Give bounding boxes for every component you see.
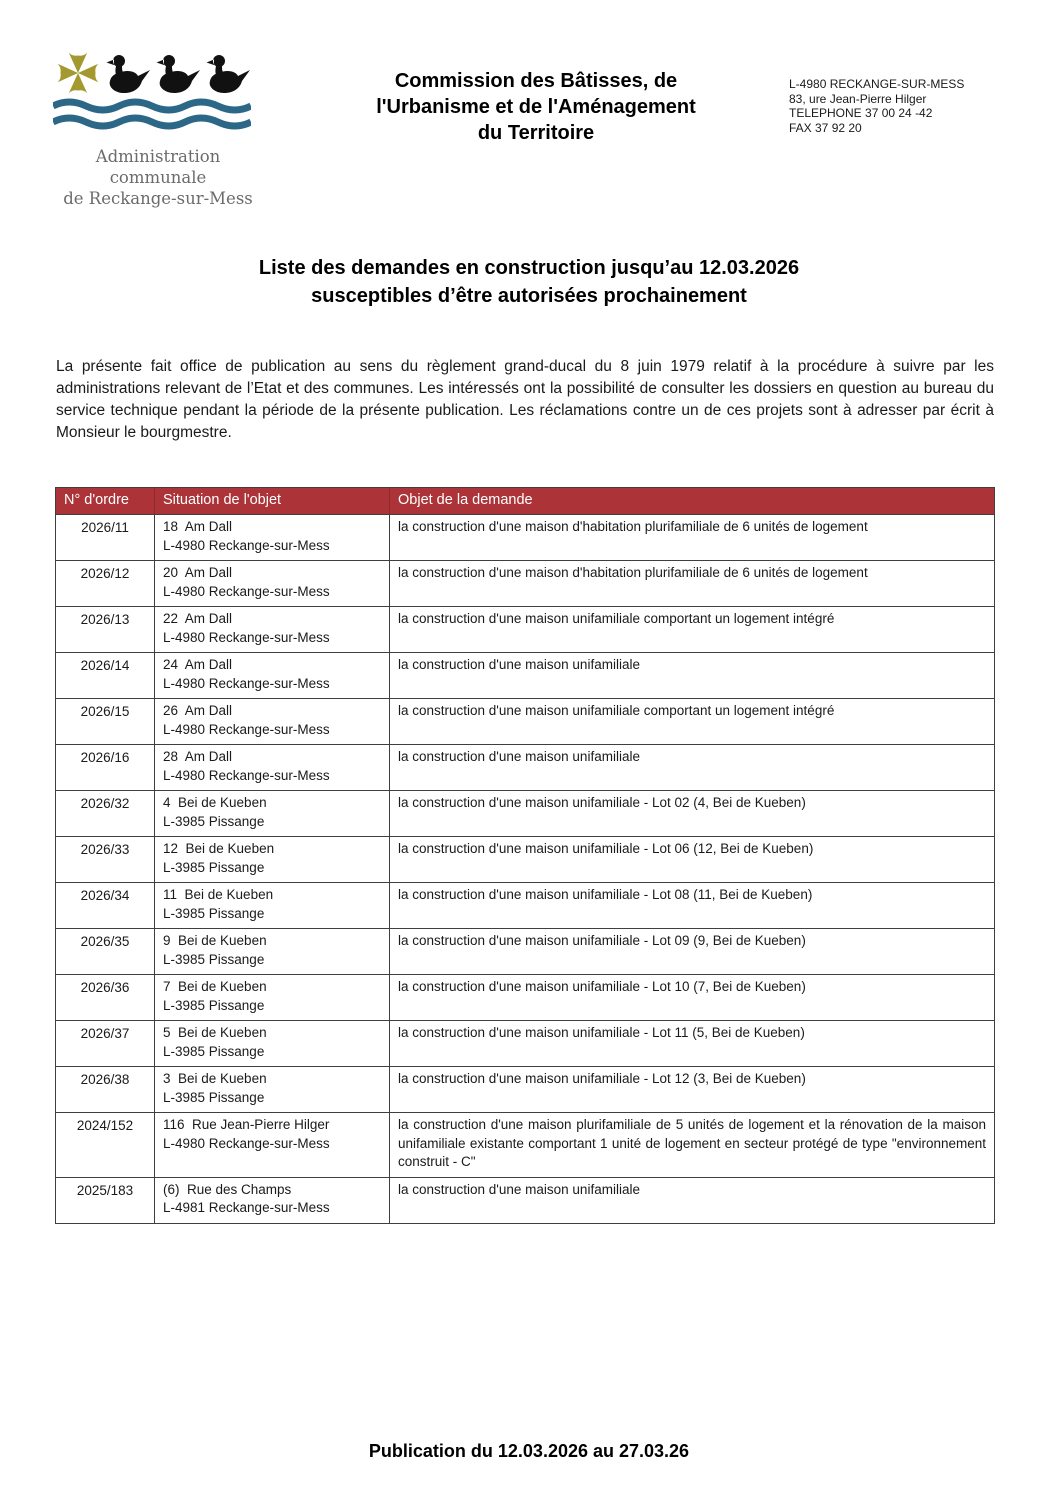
table-row: [56, 744, 994, 790]
cell-street: 20 Am Dall: [163, 565, 233, 580]
cell-request-object: la construction d'une maison unifamiliale - Lot 12 (3, Bei de Kueben): [389, 1067, 994, 1112]
cell-street: 7 Bei de Kueben: [163, 979, 267, 994]
cell-street: 18 Am Dall: [163, 519, 233, 534]
permits-table: [55, 487, 995, 1224]
commission-title-line1: Commission des Bâtisses, de: [394, 70, 678, 92]
cell-request-object: la construction d'une maison unifamiliale - Lot 11 (5, Bei de Kueben): [389, 1021, 994, 1066]
cell-locality: L-3985 Pissange: [163, 997, 265, 1013]
swan-icon: [207, 55, 251, 93]
table-row: [56, 836, 994, 882]
cell-order-number: 2026/38: [80, 1072, 130, 1087]
commune-name-line2: de Reckange-sur-Mess: [63, 189, 253, 208]
cell-street: 22 Am Dall: [163, 611, 233, 626]
cell-order-number: 2026/36: [80, 980, 130, 995]
table-header-row: [56, 488, 994, 514]
cell-request-object: la construction d'une maison plurifamiliale de 5 unités de logement et la rénovation de la maison unifamiliale existante comportant 1 unité de logement en secteur protégé de type "environnement construit - C": [389, 1113, 994, 1177]
cell-request-object: la construction d'une maison unifamiliale - Lot 06 (12, Bei de Kueben): [389, 837, 994, 882]
table-row: [56, 1020, 994, 1066]
cell-order-number: 2026/16: [80, 750, 130, 765]
cell-object-location: [154, 975, 389, 1020]
table-row: [56, 606, 994, 652]
cell-order-number: 2026/32: [80, 796, 130, 811]
commune-name-line1: Administration communale: [95, 147, 221, 187]
table-row: [56, 560, 994, 606]
publication-period: Publication du 12.03.2026 au 27.03.26: [368, 1441, 690, 1461]
cell-request-object: la construction d'une maison unifamiliale: [389, 1178, 994, 1223]
page-title-line2: susceptibles d’être autorisées prochainement: [311, 285, 747, 307]
table-row: [56, 698, 994, 744]
cell-request-object: la construction d'une maison d'habitation plurifamiliale de 6 unités de logement: [389, 515, 994, 560]
table-row: [56, 1177, 994, 1223]
cell-request-object: la construction d'une maison unifamiliale - Lot 02 (4, Bei de Kueben): [389, 791, 994, 836]
cell-object-location: [154, 699, 389, 744]
cell-street: 24 Am Dall: [163, 657, 233, 672]
cell-locality: L-4980 Reckange-sur-Mess: [163, 721, 330, 737]
page-title-line1: Liste des demandes en construction jusqu’au 12.03.2026: [258, 257, 800, 279]
cell-locality: L-3985 Pissange: [163, 1043, 265, 1059]
cell-request-object: la construction d'une maison unifamiliale: [389, 653, 994, 698]
cell-object-location: [154, 607, 389, 652]
cell-locality: L-3985 Pissange: [163, 905, 265, 921]
column-header-ordre: N° d'ordre: [64, 492, 129, 508]
commune-address: [789, 77, 964, 135]
cross-pattee-icon: [58, 53, 98, 93]
cell-object-location: [154, 653, 389, 698]
table-row: [56, 882, 994, 928]
cell-object-location: [154, 1178, 389, 1223]
cell-locality: L-4981 Reckange-sur-Mess: [163, 1200, 330, 1215]
intro-paragraph: La présente fait office de publication au sens du règlement grand-ducal du 8 juin 1979 relatif à la procédure à suivre par les administrations relevant de l’Etat et des communes. Les intéressés ont la possibilité de consulter les dossiers en question au bureau du service technique pendant la période de la présente publication. Les réclamations contre un de ces projets sont à adresser par écrit à Monsieur le bourgmestre.: [56, 358, 994, 441]
cell-street: 26 Am Dall: [163, 703, 233, 718]
address-line-fax: FAX 37 92 20: [789, 120, 862, 135]
commission-title-line2: l'Urbanisme et de l'Aménagement: [376, 96, 696, 118]
cell-request-object: la construction d'une maison unifamiliale comportant un logement intégré: [389, 699, 994, 744]
table-row: [56, 1112, 994, 1177]
cell-locality: L-4980 Reckange-sur-Mess: [163, 583, 330, 599]
cell-request-object: la construction d'une maison d'habitation plurifamiliale de 6 unités de logement: [389, 561, 994, 606]
cell-street: 11 Bei de Kueben: [163, 887, 274, 902]
cell-street: 5 Bei de Kueben: [163, 1025, 267, 1040]
cell-object-location: [154, 515, 389, 560]
cell-street: 12 Bei de Kueben: [163, 841, 275, 856]
commission-title: [300, 68, 772, 146]
cell-request-object: la construction d'une maison unifamiliale: [389, 745, 994, 790]
cell-street: 4 Bei de Kueben: [163, 795, 267, 810]
commune-coat-of-arms: [53, 48, 251, 132]
cell-object-location: [154, 1113, 389, 1177]
cell-object-location: [154, 883, 389, 928]
cell-street: 9 Bei de Kueben: [163, 933, 267, 948]
commune-logo: [53, 48, 263, 209]
cell-locality: L-4980 Reckange-sur-Mess: [163, 1135, 330, 1151]
swan-icon: [107, 55, 151, 93]
cell-object-location: [154, 745, 389, 790]
waves-icon: [53, 102, 251, 126]
cell-order-number: 2026/35: [80, 934, 130, 949]
cell-locality: L-3985 Pissange: [163, 813, 265, 829]
cell-order-number: 2026/33: [80, 842, 130, 857]
cell-street: 3 Bei de Kueben: [163, 1071, 267, 1086]
cell-order-number: 2026/15: [80, 704, 130, 719]
cell-street: (6) Rue des Champs: [163, 1181, 292, 1197]
address-line-telephone: TELEPHONE 37 00 24 -42: [789, 106, 933, 120]
commune-name: [45, 146, 271, 209]
swan-icon: [157, 55, 201, 93]
cell-request-object: la construction d'une maison unifamiliale comportant un logement intégré: [389, 607, 994, 652]
page-title: [0, 254, 1058, 310]
table-row: [56, 652, 994, 698]
commission-title-line3: du Territoire: [477, 122, 595, 144]
cell-order-number: 2026/11: [81, 520, 129, 535]
cell-locality: L-3985 Pissange: [163, 951, 265, 967]
cell-request-object: la construction d'une maison unifamiliale - Lot 10 (7, Bei de Kueben): [389, 975, 994, 1020]
cell-order-number: 2026/37: [80, 1026, 130, 1041]
cell-request-object: la construction d'une maison unifamiliale - Lot 09 (9, Bei de Kueben): [389, 929, 994, 974]
column-header-objet: Objet de la demande: [389, 488, 994, 514]
cell-locality: L-3985 Pissange: [163, 1089, 265, 1105]
column-header-situation: Situation de l'objet: [154, 488, 389, 514]
cell-request-object: la construction d'une maison unifamiliale - Lot 08 (11, Bei de Kueben): [389, 883, 994, 928]
cell-locality: L-4980 Reckange-sur-Mess: [163, 767, 330, 783]
table-row: [56, 1066, 994, 1112]
cell-locality: L-4980 Reckange-sur-Mess: [163, 629, 330, 645]
cell-locality: L-4980 Reckange-sur-Mess: [163, 675, 330, 691]
cell-order-number: 2026/13: [80, 612, 130, 627]
cell-order-number: 2026/14: [80, 658, 130, 673]
table-row: [56, 790, 994, 836]
address-line-locality: L-4980 RECKANGE-SUR-MESS: [789, 77, 965, 91]
cell-locality: L-3985 Pissange: [163, 859, 265, 875]
cell-object-location: [154, 1021, 389, 1066]
cell-object-location: [154, 561, 389, 606]
cell-locality: L-4980 Reckange-sur-Mess: [163, 537, 330, 553]
address-line-street: 83, ure Jean-Pierre Hilger: [789, 91, 927, 106]
cell-street: 28 Am Dall: [163, 749, 233, 764]
cell-order-number: 2026/12: [80, 566, 130, 581]
cell-object-location: [154, 791, 389, 836]
cell-order-number: 2024/152: [76, 1118, 134, 1133]
cell-object-location: [154, 837, 389, 882]
cell-order-number: 2026/34: [80, 888, 130, 903]
cell-order-number: 2025/183: [76, 1182, 134, 1198]
table-row: [56, 928, 994, 974]
cell-object-location: [154, 1067, 389, 1112]
cell-object-location: [154, 929, 389, 974]
cell-street: 116 Rue Jean-Pierre Hilger: [163, 1117, 330, 1132]
table-row: [56, 974, 994, 1020]
table-row: [56, 514, 994, 560]
